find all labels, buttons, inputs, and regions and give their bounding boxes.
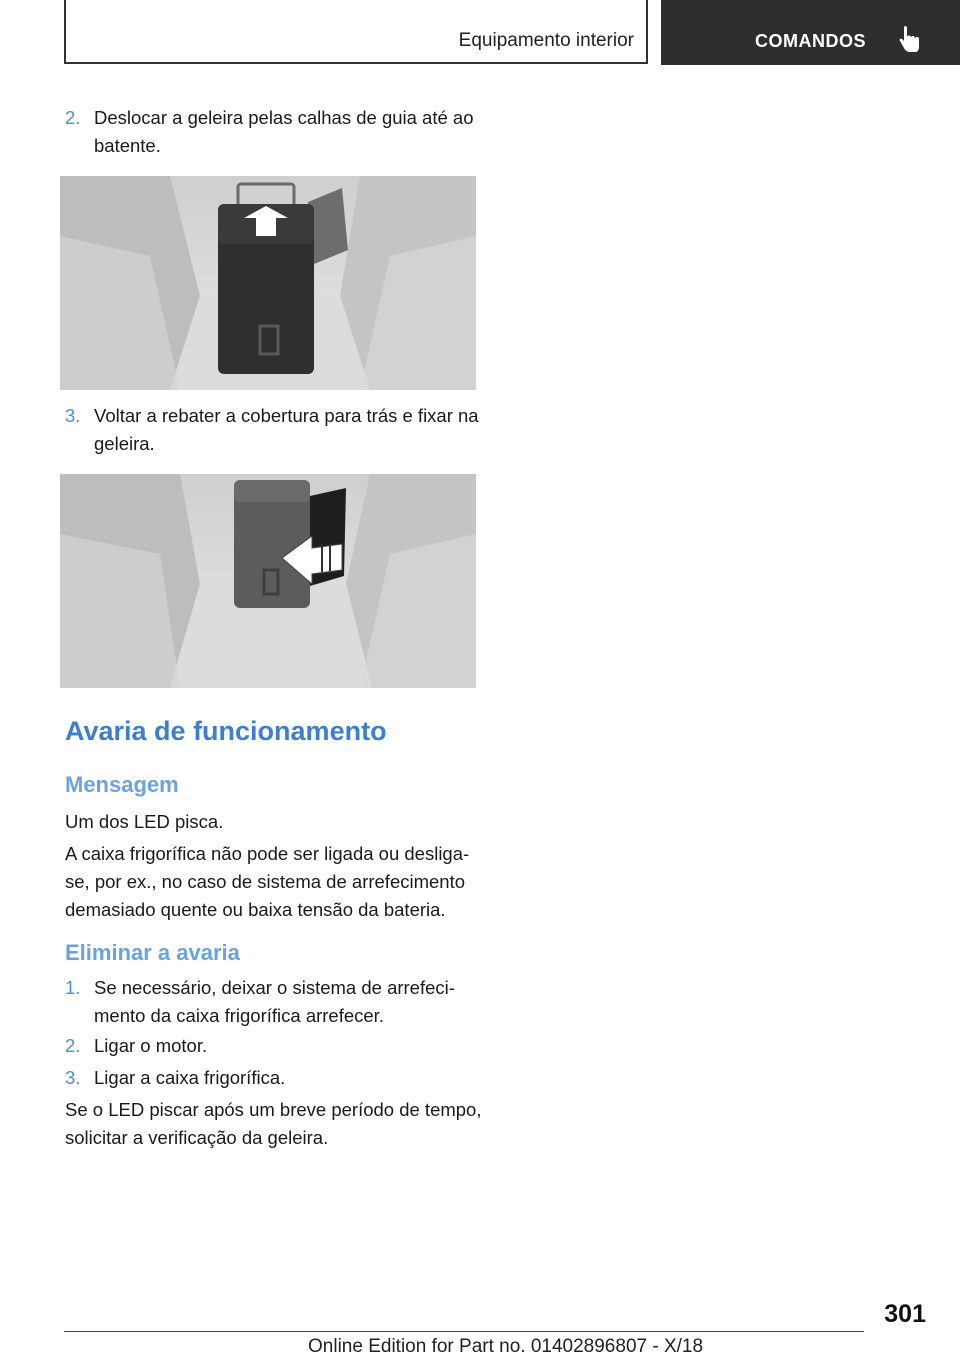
step-text: Ligar o motor. bbox=[94, 1035, 208, 1056]
page-number: 301 bbox=[884, 1300, 926, 1328]
pointing-hand-icon bbox=[897, 26, 921, 54]
header-chapter-tab[interactable] bbox=[661, 0, 960, 65]
paragraph: Um dos LED pisca. bbox=[65, 811, 224, 832]
step-text: Deslocar a geleira pelas calhas de guia até ao batente. bbox=[94, 107, 474, 156]
step-text: Voltar a rebater a cobertura para trás e fixar na geleira. bbox=[94, 405, 479, 454]
fix-step-3 bbox=[65, 1064, 485, 1092]
step-text: Se necessário, deixar o sistema de arrefecimento da caixa frigorífica arrefecer. bbox=[94, 977, 455, 1026]
fix-step-1 bbox=[65, 974, 485, 1030]
header-chapter-title: COMANDOS bbox=[755, 31, 866, 51]
footer-divider bbox=[64, 1331, 864, 1332]
step-number: 3. bbox=[65, 1067, 81, 1088]
step-number: 1. bbox=[65, 977, 81, 998]
heading-malfunction: Avaria de funcionamento bbox=[65, 716, 387, 746]
subheading-fix: Eliminar a avaria bbox=[65, 940, 240, 965]
subheading-message: Mensagem bbox=[65, 772, 179, 797]
step-number: 2. bbox=[65, 107, 81, 128]
closing-paragraph: Se o LED piscar após um breve período de tempo, solicitar a verificação da geleira. bbox=[65, 1099, 482, 1148]
fix-step-2 bbox=[65, 1032, 485, 1060]
header-section-box bbox=[64, 0, 648, 64]
cooler-cover-photo bbox=[60, 474, 476, 688]
cooler-slide-photo bbox=[60, 176, 476, 390]
step-number: 3. bbox=[65, 405, 81, 426]
step-3 bbox=[65, 402, 485, 458]
step-number: 2. bbox=[65, 1035, 81, 1056]
header-section-title: Equipamento interior bbox=[458, 30, 634, 51]
footer-edition: Online Edition for Part no. 01402896807 - X/18 bbox=[308, 1336, 704, 1357]
paragraph: A caixa frigorífica não pode ser ligada ou desliga-se, por ex., no caso de sistema de arrefecimento demasiado quente ou baixa tensão da bateria. bbox=[65, 843, 470, 920]
step-text: Ligar a caixa frigorífica. bbox=[94, 1067, 286, 1088]
step-2 bbox=[65, 104, 485, 160]
